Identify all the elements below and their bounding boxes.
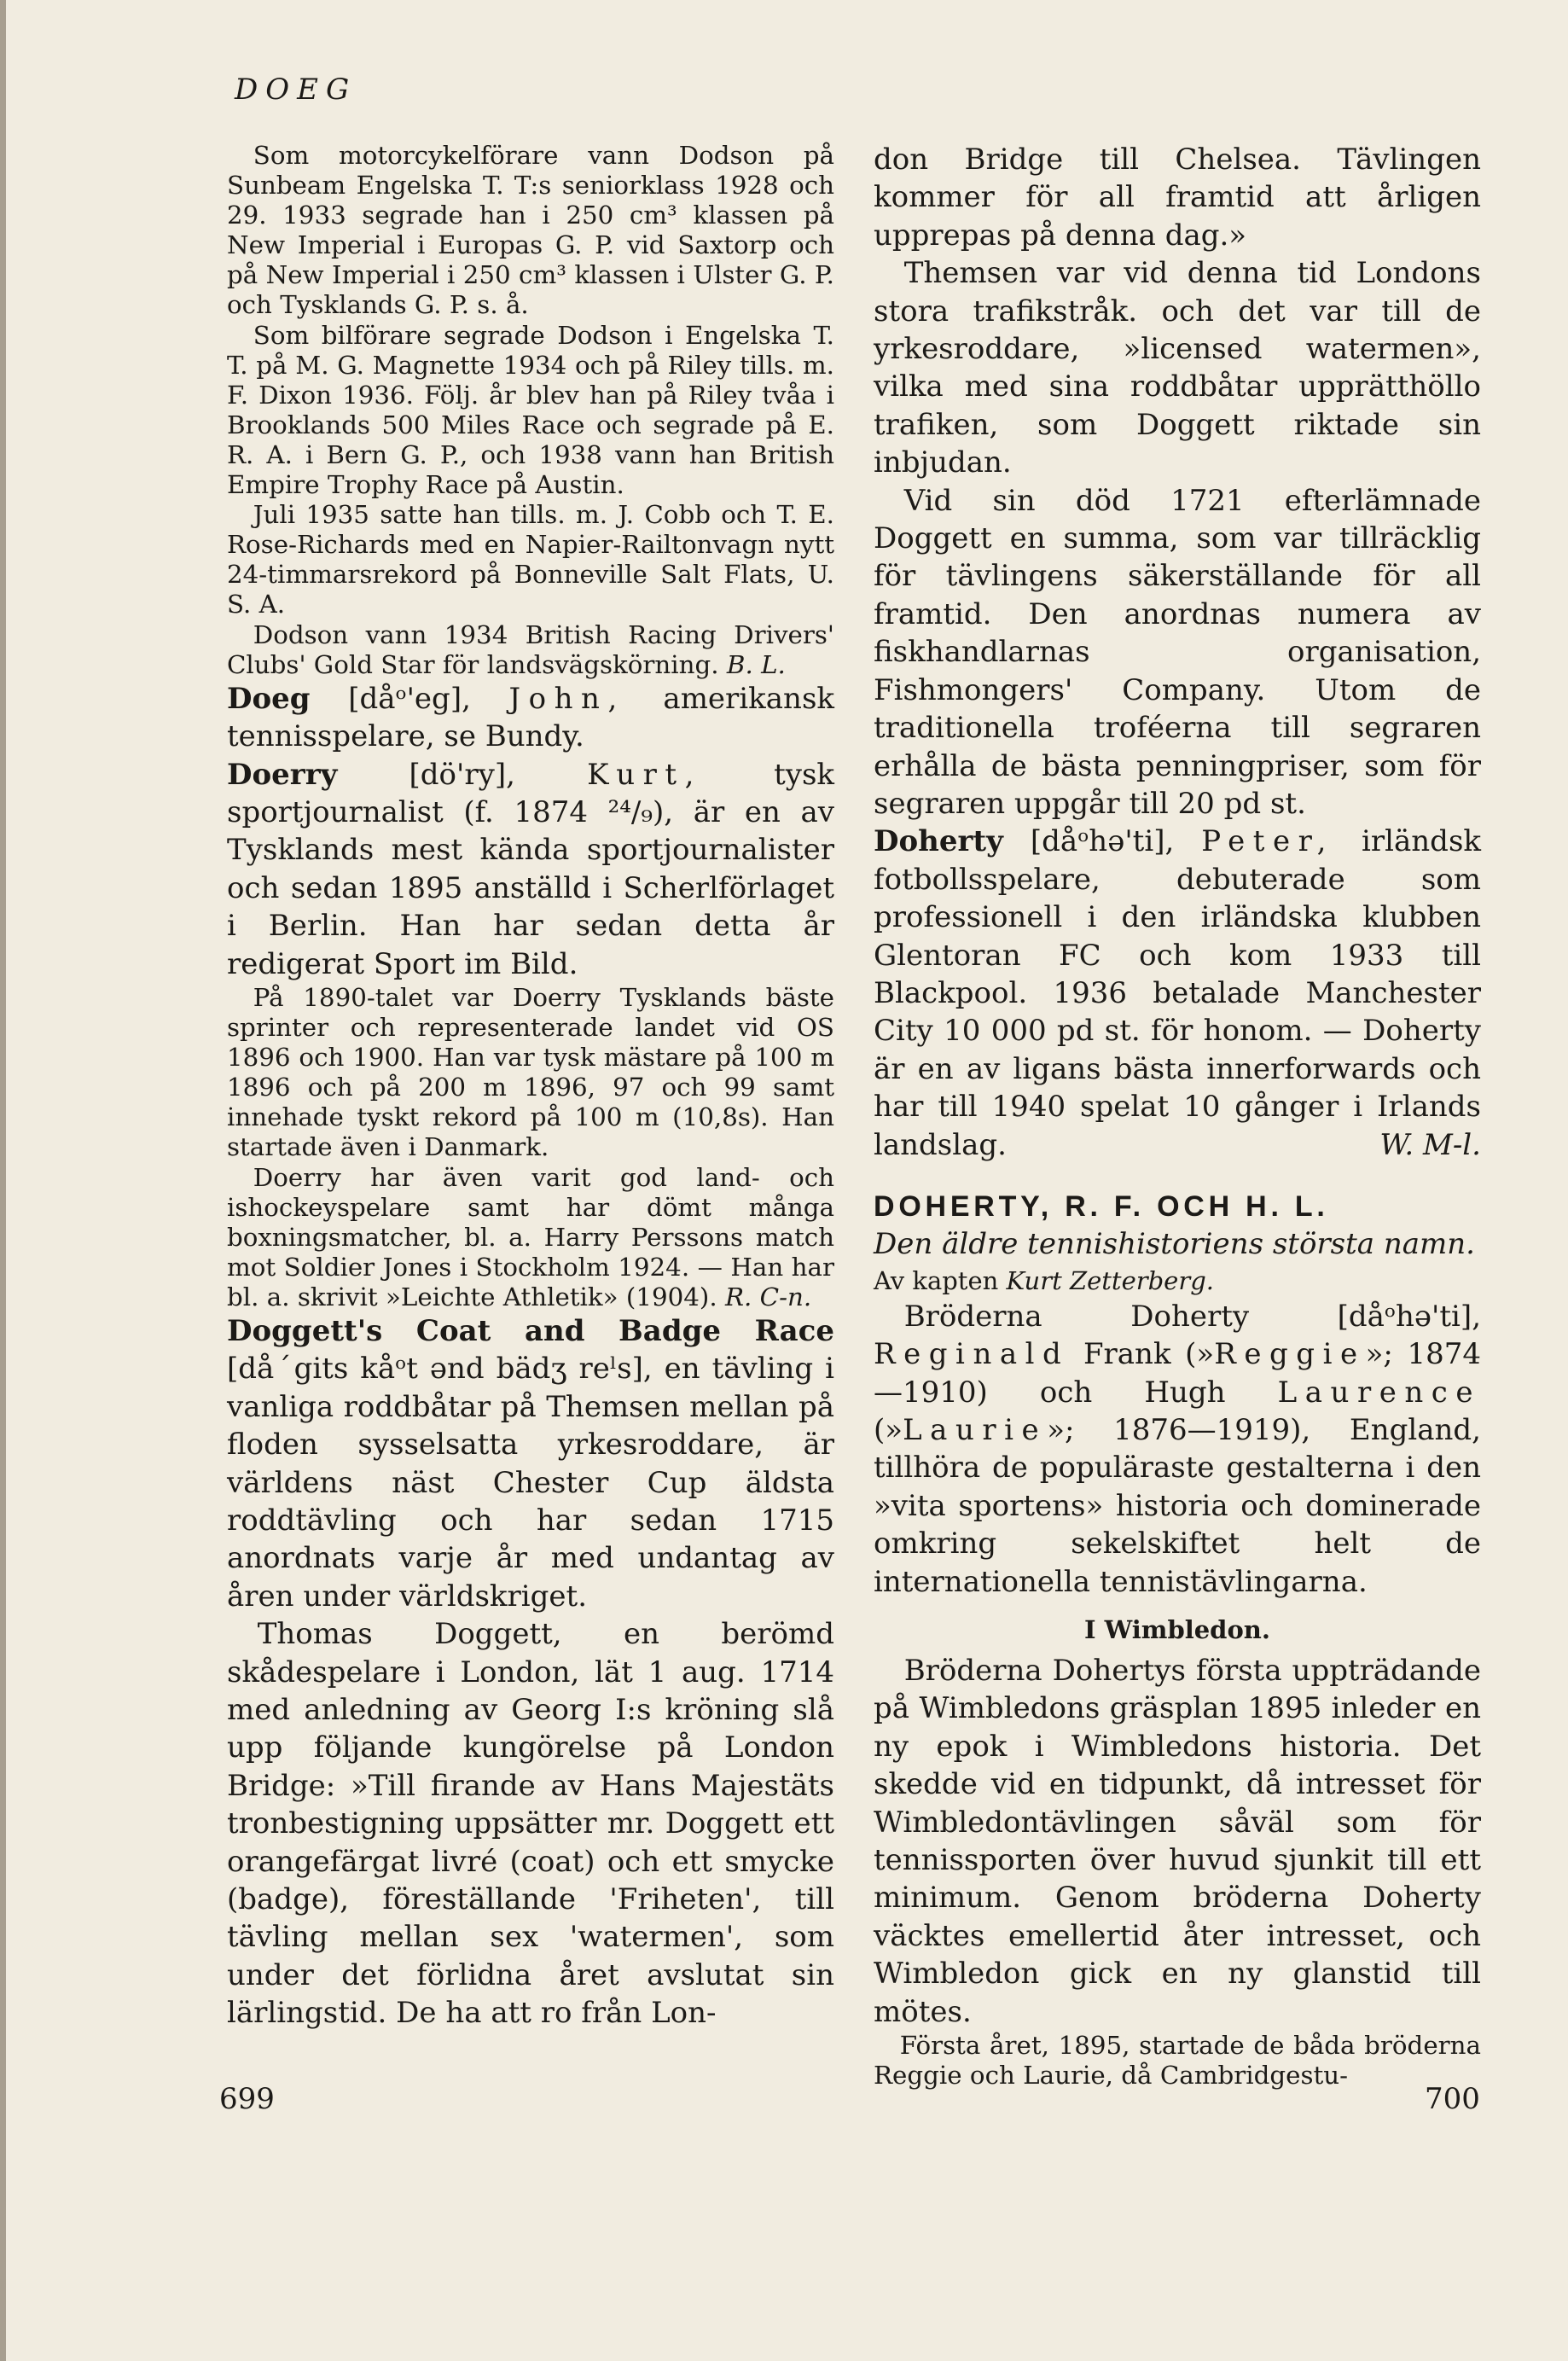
paragraph: Thomas Doggett, en berömd skådespelare i London, lät 1 aug. 1714 med anledning av Georg I:s kröning slå upp följande kungörelse på London Bridge: »Till firande av Hans Majestäts tronbestigning uppsätter mr. Doggett ett orangefärgat livré (coat) och ett smycke (badge), föreställande 'Friheten', till tävling mellan sex 'watermen', som under det förlidna året avslutat sin lärlingstid. De ha att ro från Lon-	[227, 1617, 834, 2031]
text-run: »; 1876—1919), England, tillhöra de populäraste gestalterna i den »vita sportens» historia och dominerade omkring sekelskiftet helt de internationella tennistävlingarna.	[874, 1413, 1481, 1599]
byline-author: Kurt Zetterberg.	[1006, 1265, 1214, 1295]
entry-headword: Doeg	[227, 681, 311, 716]
spaced-name: Reginald	[874, 1337, 1070, 1372]
byline-prefix: Av kapten	[874, 1265, 999, 1295]
pronunciation: [dåᵒhə'ti],	[1030, 824, 1175, 859]
first-name: Kurt,	[587, 757, 702, 792]
paragraph	[227, 620, 834, 680]
first-name: John,	[508, 681, 625, 716]
entry-doggett	[227, 1312, 834, 1615]
page-number-left: 699	[219, 2082, 275, 2116]
pronunciation: [dö'ry],	[409, 757, 515, 792]
entry-headword: Doherty	[874, 824, 1003, 859]
spaced-name: Laurie	[903, 1413, 1048, 1447]
entry-headword: Doerry	[227, 757, 338, 792]
paragraph-text: Dodson vann 1934 British Racing Drivers' Clubs' Gold Star för landsvägskörning.	[227, 619, 834, 679]
paragraph: don Bridge till Chelsea. Tävlingen kommer för all framtid att årligen upprepas på denna dag.»	[874, 142, 1481, 253]
paragraph: Bröderna Dohertys första uppträdande på Wimbledons gräsplan 1895 inleder en ny epok i Wimbledons historia. Det skedde vid en tidpunkt, då intresset för Wimbledontävlingen såväl som för tennissporten över huvud sjunkit till ett minimum. Genom bröderna Doherty väcktes emellertid åter intresset, och Wimbledon gick en ny glanstid till mötes.	[874, 1654, 1481, 2029]
text-run: (»	[874, 1413, 903, 1447]
text-run: Frank (»	[1083, 1337, 1215, 1372]
article-title: DOHERTY, R. F. OCH H. L.	[874, 1189, 1329, 1223]
paragraph: Som bilförare segrade Dodson i Engelska T. T. på M. G. Magnette 1934 och på Riley tills. m. F. Dixon 1936. Följ. år blev han på Riley tvåa i Brooklands 500 Miles Race och segrade på E. R. A. i Bern G. P., och 1938 vann han British Empire Trophy Race på Austin.	[227, 320, 834, 500]
page-edge-shadow	[0, 0, 6, 2361]
right-column	[874, 141, 1481, 2091]
entry-text: tysk sportjournalist (f. 1874 ²⁴/₉), är en av Tysklands mest kända sportjournalister och sedan 1895 anställd i Scherlförlaget i Berlin. Han har sedan detta år redigerat Sport im Bild.	[227, 757, 834, 981]
paragraph-text: Doerry har även varit god land- och ishockeyspelare samt har dömt många boxningsmatcher, bl. a. Harry Perssons match mot Soldier Jones i Stockholm 1924. — Han har bl. a. skrivit »Leichte Athletik» (1904).	[227, 1162, 834, 1311]
pronunciation: [dåᵒ'eg],	[348, 681, 471, 716]
author-signature: B. L.	[726, 649, 786, 679]
article-subtitle: Den äldre tennishistoriens största namn.	[874, 1227, 1475, 1262]
byline	[874, 1264, 1481, 1298]
running-header: DOEG	[235, 73, 357, 107]
paragraph: Juli 1935 satte han tills. m. J. Cobb och T. E. Rose-Richards med en Napier-Railtonvagn nytt 24-timmarsrekord på Bonneville Salt Flats, U. S. A.	[227, 500, 834, 619]
author-signature: W. M-l.	[1379, 1127, 1481, 1162]
entry-text: amerikansk tennisspelare, se Bundy.	[227, 681, 835, 754]
paragraph: Vid sin död 1721 efterlämnade Doggett en summa, som var tillräcklig för tävlingens säkerställande för all framtid. Den anordnas numera av fiskhandlarnas organisation, Fishmongers' Company. Utom de traditionella troféerna till segraren erhålla de bästa penningpriser, som för segraren uppgår till 20 pd st.	[874, 483, 1481, 821]
paragraph	[227, 1163, 834, 1312]
paragraph: Första året, 1895, startade de båda bröderna Reggie och Laurie, då Cambridgestu-	[874, 2031, 1481, 2091]
paragraph: Themsen var vid denna tid Londons stora trafikstråk. och det var till de yrkesroddare, »licensed watermen», vilka med sina roddbåtar upprätthöllo trafiken, som Doggett riktade sin inbjudan.	[874, 256, 1481, 480]
entry-doherty	[874, 823, 1481, 1164]
entry-headword: Doggett's Coat and Badge Race	[227, 1313, 834, 1348]
author-signature: R. C-n.	[724, 1282, 812, 1311]
doerry-details	[227, 983, 834, 1312]
spaced-name: Laurence	[1277, 1375, 1482, 1410]
article-intro	[874, 1298, 1481, 1601]
entry-text: [dåˊgits kåᵒt ənd bädʒ reˡs], en tävling i vanliga roddbåtar på Themsen mellan på floden sysselsatta yrkesroddare, är världens näst Chester Cup äldsta roddtävling och har sedan 1715 anordnats varje år med undantag av åren under världskriget.	[227, 1352, 834, 1614]
entry-text: irländsk fotbollsspelare, debuterade som professionell i den irländska klubben Glentoran FC och kom 1933 till Blackpool. 1936 betalade Manchester City 10 000 pd st. för honom. — Doherty är en av ligans bästa innerforwards och har till 1940 spelat 10 gånger i Irlands landslag.	[874, 824, 1481, 1162]
entry-doerry	[227, 756, 834, 983]
paragraph: Som motorcykelförare vann Dodson på Sunbeam Engelska T. T:s seniorklass 1928 och 29. 1933 segrade han i 250 cm³ klassen på New Imperial i Europas G. P. vid Saxtorp och på New Imperial i 250 cm³ klassen i Ulster G. P. och Tysklands G. P. s. å.	[227, 141, 834, 320]
dodson-continuation	[227, 141, 834, 680]
entry-doeg	[227, 680, 834, 756]
paragraph: På 1890-talet var Doerry Tysklands bäste sprinter och representerade landet vid OS 1896 och 1900. Han var tysk mästare på 100 m 1896 och på 200 m 1896, 97 och 99 samt innehade tyskt rekord på 100 m (10,8s). Han startade även i Danmark.	[227, 982, 834, 1162]
left-column	[227, 141, 834, 2032]
section-heading: I Wimbledon.	[1084, 1615, 1270, 1645]
text-run: »; 1874—1910) och Hugh	[874, 1337, 1481, 1410]
first-name: Peter,	[1201, 824, 1334, 859]
page-number-right: 700	[1425, 2082, 1480, 2116]
spaced-name: Reggie	[1214, 1337, 1366, 1372]
text-run: Bröderna Doherty [dåᵒhə'ti],	[903, 1299, 1481, 1334]
